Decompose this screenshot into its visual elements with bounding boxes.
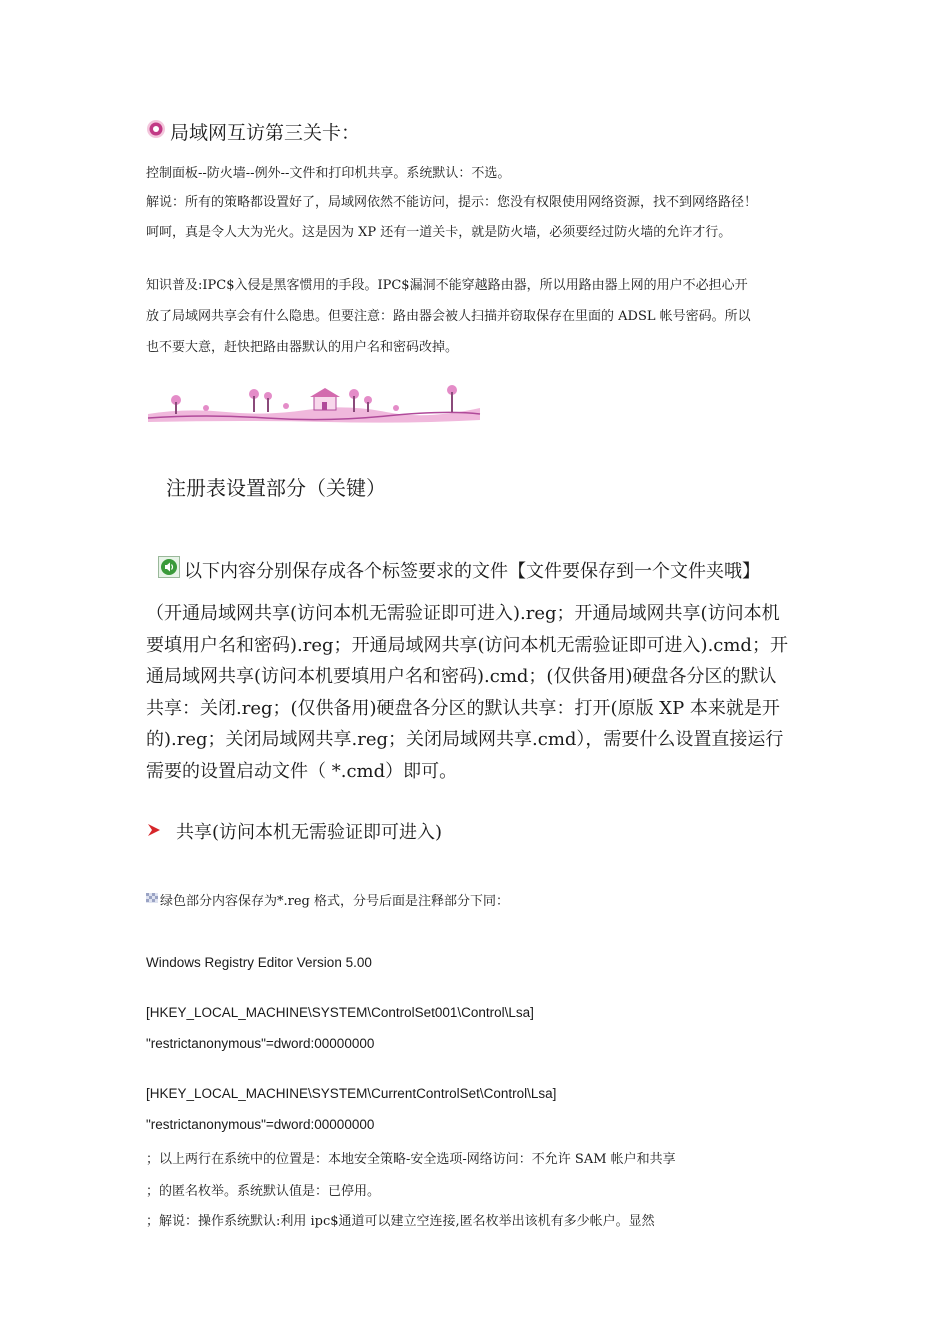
save-instruction-text: 以下内容分别保存成各个标签要求的文件【文件要保存到一个文件夹哦】: [184, 560, 760, 582]
save-instruction-title: [158, 556, 760, 583]
knowledge-paragraph: [146, 270, 816, 363]
reg-format-note-text: 绿色部分内容保存为*.reg 格式，分号后面是注释部分下同：: [160, 894, 509, 909]
registry-value-2: "restrictanonymous"=dword:00000000: [146, 1117, 375, 1132]
knowledge-line-1: 知识普及:IPC$入侵是黑客惯用的手段。IPC$漏洞不能穿越路由器，所以用路由器上网的用户不必担心开: [146, 278, 748, 293]
explain-line-1: 解说：所有的策略都设置好了，局域网依然不能访问，提示：您没有权限使用网络资源，找不到网络路径！: [146, 195, 758, 210]
section3-title: [146, 818, 442, 844]
checker-icon: [146, 892, 158, 907]
file-list-line-6: 需要的设置启动文件（ *.cmd）即可。: [146, 760, 458, 782]
registry-value-1: "restrictanonymous"=dword:00000000: [146, 1036, 375, 1051]
reg-format-note: [146, 890, 509, 909]
explain-line-2: 呵呵，真是令人大为光火。这是因为 XP 还有一道关卡，就是防火墙，必须要经过防火墙的允许才行。: [146, 225, 732, 240]
section2-title: 注册表设置部分（关键）: [166, 476, 386, 500]
registry-comment-3: ；解说：操作系统默认:利用 ipc$通道可以建立空连接,匿名枚举出该机有多少帐户。显然: [146, 1214, 655, 1229]
red-chevron-icon: [146, 821, 162, 842]
section1-title: [146, 118, 360, 145]
flower-bullet-icon: [146, 119, 166, 144]
registry-key-1: [HKEY_LOCAL_MACHINE\SYSTEM\ControlSet001\Control\Lsa]: [146, 1005, 534, 1020]
registry-key-2: [HKEY_LOCAL_MACHINE\SYSTEM\CurrentControlSet\Control\Lsa]: [146, 1086, 557, 1101]
file-list-line-2: 要填用户名和密码).reg；开通局域网共享(访问本机无需验证即可进入).cmd；开: [146, 634, 788, 656]
section3-title-text: 共享(访问本机无需验证即可进入): [176, 822, 443, 843]
registry-comment-1: ；以上两行在系统中的位置是：本地安全策略-安全选项-网络访问：不允许 SAM 帐户和共享: [146, 1152, 676, 1167]
knowledge-line-2: 放了局域网共享会有什么隐患。但要注意：路由器会被人扫描并窃取保存在里面的 ADSL 帐号密码。所以: [146, 309, 751, 324]
file-list-line-3: 通局域网共享(访问本机要填用户名和密码).cmd；(仅供备用)硬盘各分区的默认: [146, 666, 777, 687]
firewall-path-line: 控制面板--防火墙--例外--文件和打印机共享。系统默认：不选。: [146, 166, 511, 181]
explain-paragraph: [146, 188, 816, 248]
file-list-paragraph: [146, 598, 811, 787]
green-speaker-icon: [158, 556, 180, 583]
section1-title-text: 局域网互访第三关卡：: [170, 122, 361, 144]
pink-tree-banner-icon: [146, 382, 482, 428]
registry-editor-header: Windows Registry Editor Version 5.00: [146, 955, 372, 970]
file-list-line-4: 共享：关闭.reg；(仅供备用)硬盘各分区的默认共享：打开(原版 XP 本来就是开: [146, 697, 780, 719]
knowledge-line-3: 也不要大意，赶快把路由器默认的用户名和密码改掉。: [146, 340, 459, 355]
file-list-line-1: （开通局域网共享(访问本机无需验证即可进入).reg；开通局域网共享(访问本机: [146, 603, 780, 624]
file-list-line-5: 的).reg；关闭局域网共享.reg；关闭局域网共享.cmd），需要什么设置直接运行: [146, 729, 784, 750]
registry-comment-2: ；的匿名枚举。系统默认值是：已停用。: [146, 1184, 381, 1199]
